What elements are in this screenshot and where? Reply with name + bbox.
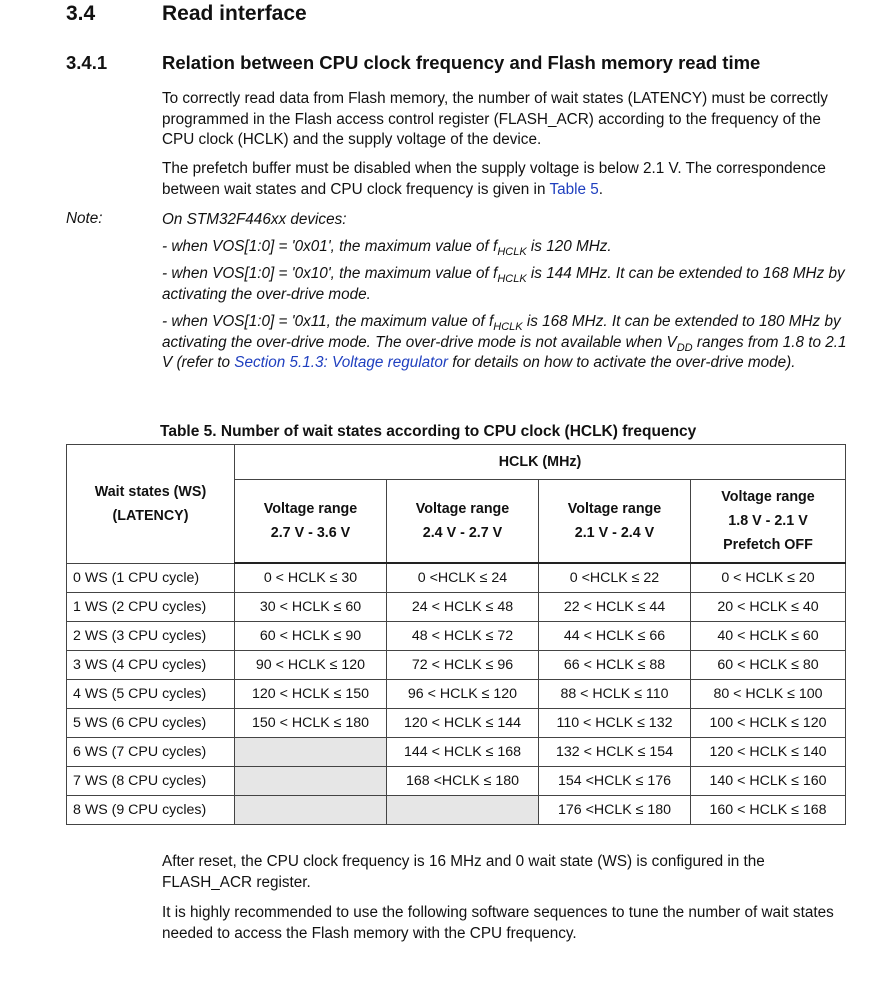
table-row: [67, 563, 846, 593]
paragraph-after-reset: After reset, the CPU clock frequency is 16 MHz and 0 wait state (WS) is configured in the FLASH_ACR register.: [162, 853, 765, 891]
paragraph-recommendation: It is highly recommended to use the following software sequences to tune the number of wait states needed to access the Flash memory with the CPU frequency.: [162, 904, 834, 942]
hclk-range-cell: 100 < HCLK ≤ 120: [691, 709, 846, 738]
voltage-header-line: 2.1 V - 2.4 V: [574, 525, 655, 541]
table-row: [67, 651, 846, 680]
hclk-range-cell: 96 < HCLK ≤ 120: [387, 680, 539, 709]
hclk-range-cell: 120 < HCLK ≤ 144: [387, 709, 539, 738]
wait-state-cell: 3 WS (4 CPU cycles): [67, 651, 235, 680]
empty-cell: [235, 796, 387, 825]
hclk-range-cell: 72 < HCLK ≤ 96: [387, 651, 539, 680]
hclk-range-cell: 140 < HCLK ≤ 160: [691, 767, 846, 796]
hclk-header: HCLK (MHz): [235, 445, 846, 480]
voltage-header-line: Voltage range: [567, 501, 662, 517]
hclk-range-cell: 24 < HCLK ≤ 48: [387, 593, 539, 622]
hclk-range-cell: 0 < HCLK ≤ 30: [235, 563, 387, 593]
ws-header-line2: (LATENCY): [112, 507, 189, 524]
table-5-link[interactable]: Table 5: [549, 180, 599, 198]
voltage-regulator-link[interactable]: Section 5.1.3: Voltage regulator: [234, 354, 448, 371]
voltage-range-header: [691, 480, 846, 564]
hclk-range-cell: 40 < HCLK ≤ 60: [691, 622, 846, 651]
hclk-range-cell: 168 <HCLK ≤ 180: [387, 767, 539, 796]
hclk-range-cell: 80 < HCLK ≤ 100: [691, 680, 846, 709]
note-b1-text: - when VOS[1:0] = '0x01', the maximum value of f: [162, 238, 498, 255]
hclk-range-cell: 66 < HCLK ≤ 88: [539, 651, 691, 680]
note-b3-end: for details on how to activate the over-drive mode).: [448, 354, 796, 371]
wait-state-cell: 1 WS (2 CPU cycles): [67, 593, 235, 622]
note-b3-mid2: ranges from 1.8 to 2.1 V (refer to: [162, 333, 847, 371]
section-number: 3.4: [66, 2, 96, 25]
voltage-header-line: Prefetch OFF: [723, 537, 813, 553]
table-caption: Table 5. Number of wait states according to CPU clock (HCLK) frequency: [160, 423, 697, 440]
voltage-header-line: Voltage range: [415, 501, 510, 517]
hclk-range-cell: 44 < HCLK ≤ 66: [539, 622, 691, 651]
hclk-range-cell: 60 < HCLK ≤ 80: [691, 651, 846, 680]
hclk-range-cell: 160 < HCLK ≤ 168: [691, 796, 846, 825]
empty-cell: [387, 796, 539, 825]
ws-header: [67, 445, 235, 564]
voltage-header-line: Voltage range: [721, 489, 815, 505]
note-b1-end: is 120 MHz.: [526, 238, 612, 255]
note-intro: On STM32F446xx devices:: [162, 211, 347, 228]
note-bullet-vos10: [162, 264, 852, 305]
note-b3-text: - when VOS[1:0] = '0x11, the maximum value of f: [162, 313, 494, 330]
hclk-range-cell: 144 < HCLK ≤ 168: [387, 738, 539, 767]
subsection-title: Relation between CPU clock frequency and Flash memory read time: [162, 52, 761, 73]
wait-state-cell: 2 WS (3 CPU cycles): [67, 622, 235, 651]
table-row: [67, 738, 846, 767]
note-b3-sub2: DD: [676, 341, 693, 354]
wait-state-cell: 5 WS (6 CPU cycles): [67, 709, 235, 738]
table-row: [67, 709, 846, 738]
note-b2-end: is 144 MHz. It can be extended to 168 MHz by activating the over-drive mode.: [162, 265, 845, 303]
voltage-range-header: [387, 480, 539, 564]
hclk-range-cell: 30 < HCLK ≤ 60: [235, 593, 387, 622]
section-title: Read interface: [162, 2, 307, 25]
note-bullet-vos01: [162, 237, 852, 258]
voltage-header-line: 2.7 V - 3.6 V: [270, 525, 351, 541]
ws-header-line1: Wait states (WS): [94, 483, 207, 500]
voltage-header-line: Voltage range: [263, 501, 358, 517]
table-row: [67, 680, 846, 709]
note-label: Note:: [66, 210, 103, 227]
hclk-range-cell: 48 < HCLK ≤ 72: [387, 622, 539, 651]
hclk-range-cell: 176 <HCLK ≤ 180: [539, 796, 691, 825]
hclk-range-cell: 110 < HCLK ≤ 132: [539, 709, 691, 738]
table-row: [67, 796, 846, 825]
paragraph-prefetch-end: .: [598, 180, 604, 198]
hclk-range-cell: 60 < HCLK ≤ 90: [235, 622, 387, 651]
paragraph-prefetch: [162, 159, 852, 200]
hclk-range-cell: 22 < HCLK ≤ 44: [539, 593, 691, 622]
table-row: [67, 622, 846, 651]
note-bullet-vos11: [162, 312, 852, 374]
wait-states-table: [66, 444, 846, 825]
wait-state-cell: 0 WS (1 CPU cycle): [67, 563, 235, 593]
hclk-range-cell: 120 < HCLK ≤ 150: [235, 680, 387, 709]
paragraph-flash-latency: To correctly read data from Flash memory, the number of wait states (LATENCY) must be correctly programmed in the Flash access control register (FLASH_ACR) according to the frequency of the CPU clock (HCLK) and the supply voltage of the device.: [162, 90, 828, 148]
table-row: [67, 767, 846, 796]
hclk-range-cell: 90 < HCLK ≤ 120: [235, 651, 387, 680]
note-b1-sub: HCLK: [497, 246, 527, 258]
hclk-range-cell: 120 < HCLK ≤ 140: [691, 738, 846, 767]
note-b3-mid: is 168 MHz. It can be extended to 180 MHz by activating the over-drive mode. The over-drive mode is not available when V: [162, 313, 841, 351]
hclk-range-cell: 0 <HCLK ≤ 22: [539, 563, 691, 593]
hclk-range-cell: 20 < HCLK ≤ 40: [691, 593, 846, 622]
hclk-range-cell: 150 < HCLK ≤ 180: [235, 709, 387, 738]
empty-cell: [235, 738, 387, 767]
paragraph-prefetch-text: The prefetch buffer must be disabled when the supply voltage is below 2.1 V. The correspondence between wait states and CPU clock frequency is given in: [162, 160, 826, 198]
wait-state-cell: 7 WS (8 CPU cycles): [67, 767, 235, 796]
voltage-range-header: [539, 480, 691, 564]
voltage-header-line: 1.8 V - 2.1 V: [728, 513, 808, 529]
voltage-range-header: [235, 480, 387, 564]
voltage-header-line: 2.4 V - 2.7 V: [422, 525, 503, 541]
hclk-range-cell: 132 < HCLK ≤ 154: [539, 738, 691, 767]
note-b2-text: - when VOS[1:0] = '0x10', the maximum value of f: [162, 265, 498, 282]
subsection-number: 3.4.1: [66, 52, 108, 73]
hclk-range-cell: 154 <HCLK ≤ 176: [539, 767, 691, 796]
wait-state-cell: 6 WS (7 CPU cycles): [67, 738, 235, 767]
hclk-range-cell: 0 < HCLK ≤ 20: [691, 563, 846, 593]
hclk-range-cell: 88 < HCLK ≤ 110: [539, 680, 691, 709]
empty-cell: [235, 767, 387, 796]
wait-state-cell: 4 WS (5 CPU cycles): [67, 680, 235, 709]
note-b3-sub: HCLK: [493, 321, 523, 333]
hclk-range-cell: 0 <HCLK ≤ 24: [387, 563, 539, 593]
note-b2-sub: HCLK: [497, 273, 527, 285]
wait-state-cell: 8 WS (9 CPU cycles): [67, 796, 235, 825]
table-row: [67, 593, 846, 622]
